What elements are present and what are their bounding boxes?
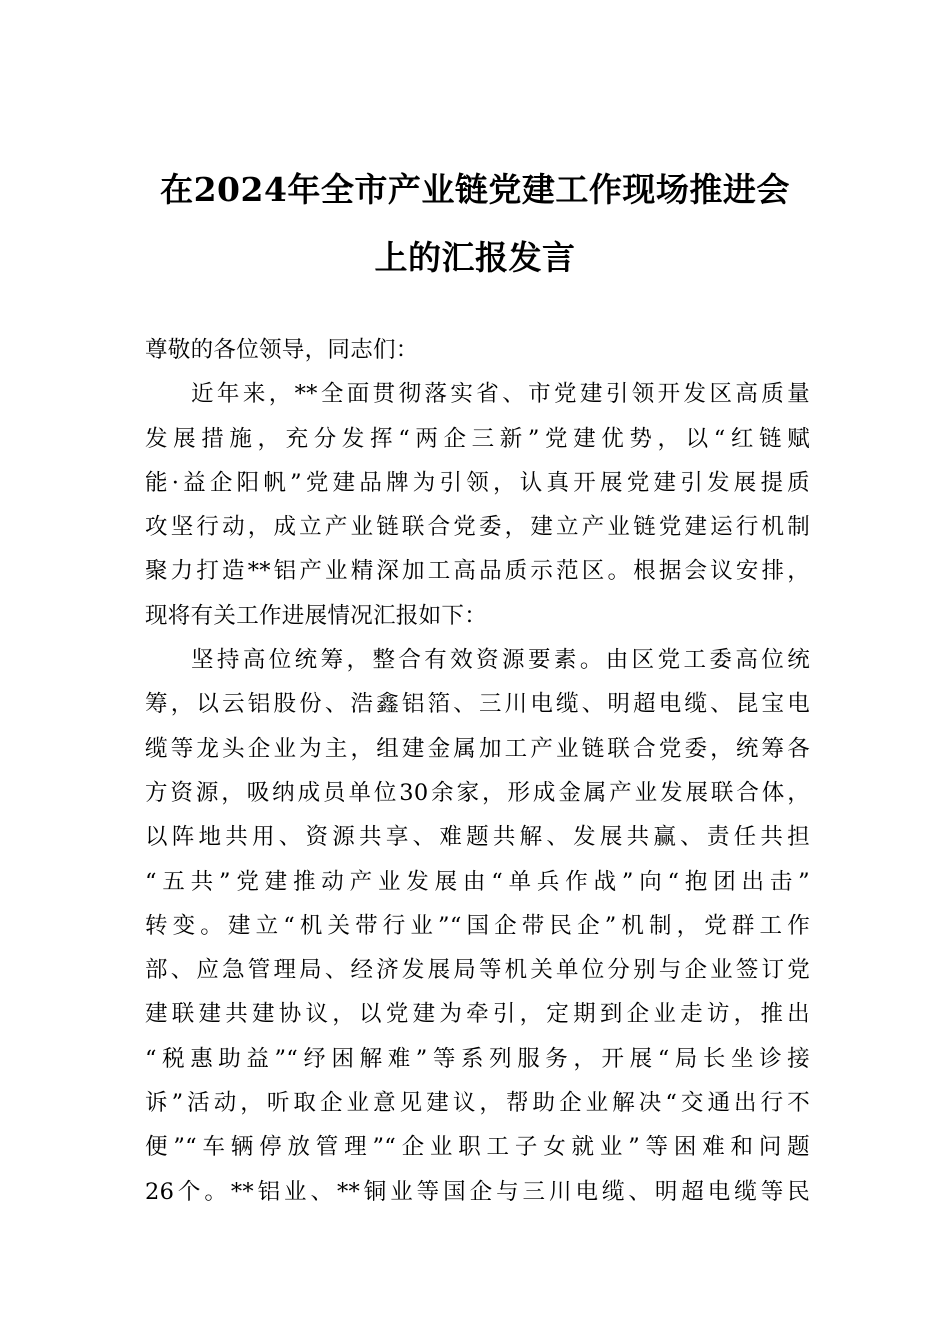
- document-title-line-2: 上的汇报发言: [374, 238, 576, 277]
- body-line: 以阵地共用、资源共享、难题共解、发展共赢、责任共担: [145, 824, 810, 851]
- body-line: 近年来，**全面贯彻落实省、市党建引领开发区高质量: [191, 381, 810, 408]
- body-line: 坚持高位统筹，整合有效资源要素。由区党工委高位统: [191, 647, 810, 674]
- body-line: 转变。建立“机关带行业”“国企带民企”机制，党群工作: [145, 912, 810, 939]
- body-line: 能·益企阳帆”党建品牌为引领，认真开展党建引发展提质: [145, 469, 810, 496]
- document-body: [145, 328, 810, 1214]
- body-line: 尊敬的各位领导，同志们：: [145, 337, 419, 363]
- body-line: 诉”活动，听取企业意见建议，帮助企业解决“交通出行不: [145, 1090, 810, 1117]
- body-line: 部、应急管理局、经济发展局等机关单位分别与企业签订党: [145, 957, 810, 984]
- body-line: 缆等龙头企业为主，组建金属加工产业链联合党委，统筹各: [145, 735, 810, 762]
- document-title-line-1: 在2024年全市产业链党建工作现场推进会: [160, 170, 790, 209]
- body-line: 现将有关工作进展情况汇报如下：: [145, 602, 488, 629]
- body-line: 建联建共建协议，以党建为牵引，定期到企业走访，推出: [145, 1001, 810, 1028]
- body-line: “税惠助益”“纾困解难”等系列服务，开展“局长坐诊接: [145, 1045, 810, 1072]
- body-line: 筹，以云铝股份、浩鑫铝箔、三川电缆、明超电缆、昆宝电: [145, 691, 810, 718]
- body-line: 26个。**铝业、**铜业等国企与三川电缆、明超电缆等民: [145, 1178, 810, 1205]
- body-line: 聚力打造**铝产业精深加工高品质示范区。根据会议安排，: [145, 558, 810, 585]
- body-line: 便”“车辆停放管理”“企业职工子女就业”等困难和问题: [145, 1134, 810, 1161]
- body-line: 攻坚行动，成立产业链联合党委，建立产业链党建运行机制: [145, 514, 810, 541]
- body-line: “五共”党建推动产业发展由“单兵作战”向“抱团出击”: [145, 868, 810, 895]
- body-line: 方资源，吸纳成员单位30余家，形成金属产业发展联合体，: [145, 779, 810, 806]
- body-line: 发展措施，充分发挥“两企三新”党建优势，以“红链赋: [145, 425, 810, 452]
